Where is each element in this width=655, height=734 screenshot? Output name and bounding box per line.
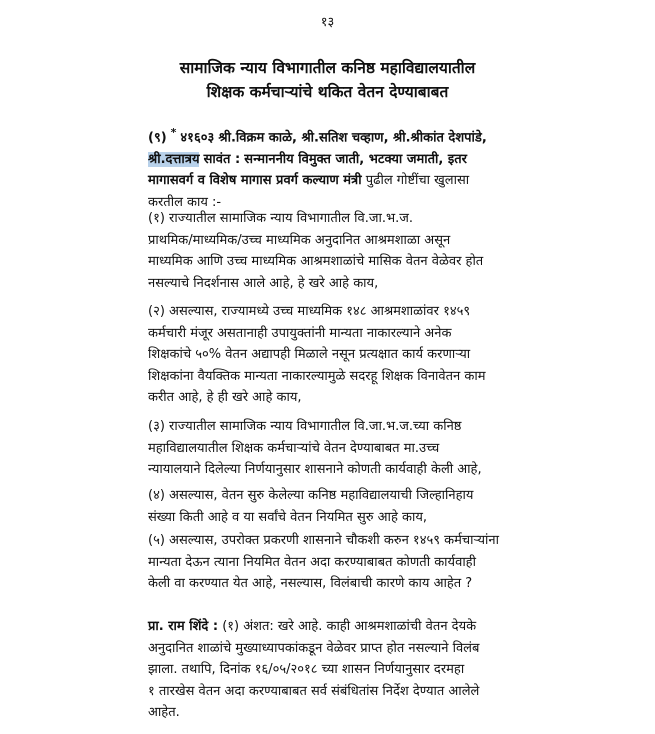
answer-line-3: झाला. तथापि, दिनांक १६/०५/२०१८ च्या शासन निर्णयानुसार दरमहा <box>148 662 465 677</box>
item-line: (५) असल्यास, उपरोक्त प्रकरणी शासनाने चौकशी करुन १४५९ कर्मचाऱ्यांना <box>148 533 499 548</box>
answer-line-5: आहेत. <box>148 705 180 720</box>
question-members-line-2 <box>148 149 578 171</box>
item-line: नसल्याचे निदर्शनास आले आहे, हे खरे आहे काय, <box>148 275 379 291</box>
question-item-5 <box>148 530 578 595</box>
item-line: (२) असल्यास, राज्यामध्ये उच्च माध्यमिक १४८ आश्रमशाळांवर १४५९ <box>148 304 471 319</box>
question-intro-tail: पुढील गोष्टींचा खुलासा <box>365 173 470 189</box>
answer-line-2: अनुदानित शाळांचे मुख्याध्यापकांकडून वेळेवर प्राप्त होत नसल्याने विलंब <box>148 640 480 656</box>
question-item-4 <box>148 485 578 528</box>
item-line: संख्या किती आहे व या सर्वांचे वेतन नियमित सुरु आहे काय, <box>148 509 428 525</box>
question-item-3 <box>148 416 578 481</box>
question-members-2: सावंत : <box>203 151 241 167</box>
question-intro <box>148 122 578 213</box>
item-line: न्यायालयाने दिलेल्या निर्णयानुसार शासनाने कोणती कार्यवाही केली आहे, <box>148 462 482 477</box>
title-line-2: शिक्षक कर्मचाऱ्यांचे थकित वेतन देण्याबाबत <box>206 83 449 101</box>
item-line: प्राथमिक/माध्यमिक/उच्च माध्यमिक अनुदानित आश्रमशाळा असून <box>148 232 451 248</box>
item-line: महाविद्यालयातील शिक्षक कर्मचाऱ्यांचे वेतन देण्याबाबत मा.उच्च <box>148 440 440 456</box>
question-members-1: श्री.विक्रम काळे, श्री.सतिश चव्हाण, श्री.श्रीकांत देशपांडे, <box>218 130 487 146</box>
answer-block <box>148 616 578 724</box>
highlighted-member-name: श्री.दत्तात्रय <box>148 151 200 167</box>
question-minister-line-2 <box>148 170 578 192</box>
question-minister-1: सन्माननीय विमुक्त जाती, भटक्या जमाती, इतर <box>244 151 467 167</box>
item-line: (४) असल्यास, वेतन सुरु केलेल्या कनिष्ठ महाविद्यालयाची जिल्हानिहाय <box>148 488 474 503</box>
starred-question-icon: * <box>170 126 177 139</box>
question-number: ४१६०३ <box>180 130 215 146</box>
item-line: माध्यमिक आणि उच्च माध्यमिक आश्रमशाळांचे मासिक वेतन वेळेवर होत <box>148 254 484 269</box>
question-intro-line-3: करतील काय :- <box>148 194 222 210</box>
item-line: शिक्षकांचे ५०% वेतन अद्यापही मिळाले नसून प्रत्यक्षात कार्य करणाऱ्या <box>148 347 471 362</box>
question-item-1 <box>148 208 578 294</box>
item-line: कर्मचारी मंजूर असतानाही उपायुक्तांनी मान्यता नाकारल्याने अनेक <box>148 325 452 341</box>
answer-speaker: प्रा. राम शिंदे : <box>148 619 219 634</box>
page-number: १३ <box>320 15 335 30</box>
answer-line-4: १ तारखेस वेतन अदा करण्याबाबत सर्व संबंधितांस निर्देश देण्यात आलेले <box>148 683 480 699</box>
answer-line-1 <box>148 616 578 638</box>
item-line: केली वा करण्यात येत आहे, नसल्यास, विलंबाची कारणे काय आहेत ? <box>148 576 473 591</box>
answer-text-1: (१) अंशत: खरे आहे. काही आश्रमशाळांची वेतन देयके <box>222 619 477 634</box>
item-line: शिक्षकांना वैयक्तिक मान्यता नाकारल्यामुळे सदरहू शिक्षक विनावेतन काम <box>148 368 486 384</box>
question-minister-2: मागासवर्ग व विशेष मागास प्रवर्ग कल्याण मंत्री <box>148 173 362 189</box>
document-title <box>60 56 595 104</box>
question-item-2 <box>148 301 578 409</box>
item-line: (१) राज्यातील सामाजिक न्याय विभागातील वि.जा.भ.ज. <box>148 211 414 226</box>
item-line: करीत आहे, हे ही खरे आहे काय, <box>148 390 302 405</box>
item-line: (३) राज्यातील सामाजिक न्याय विभागातील वि.जा.भ.ज.च्या कनिष्ठ <box>148 419 462 434</box>
title-line-1: सामाजिक न्याय विभागातील कनिष्ठ महाविद्यालयातील <box>179 59 476 77</box>
question-header-line <box>148 122 578 149</box>
item-line: मान्यता देऊन त्याना नियमित वेतन अदा करण्याबाबत कोणती कार्यवाही <box>148 554 476 570</box>
question-serial: (९) <box>148 130 167 146</box>
